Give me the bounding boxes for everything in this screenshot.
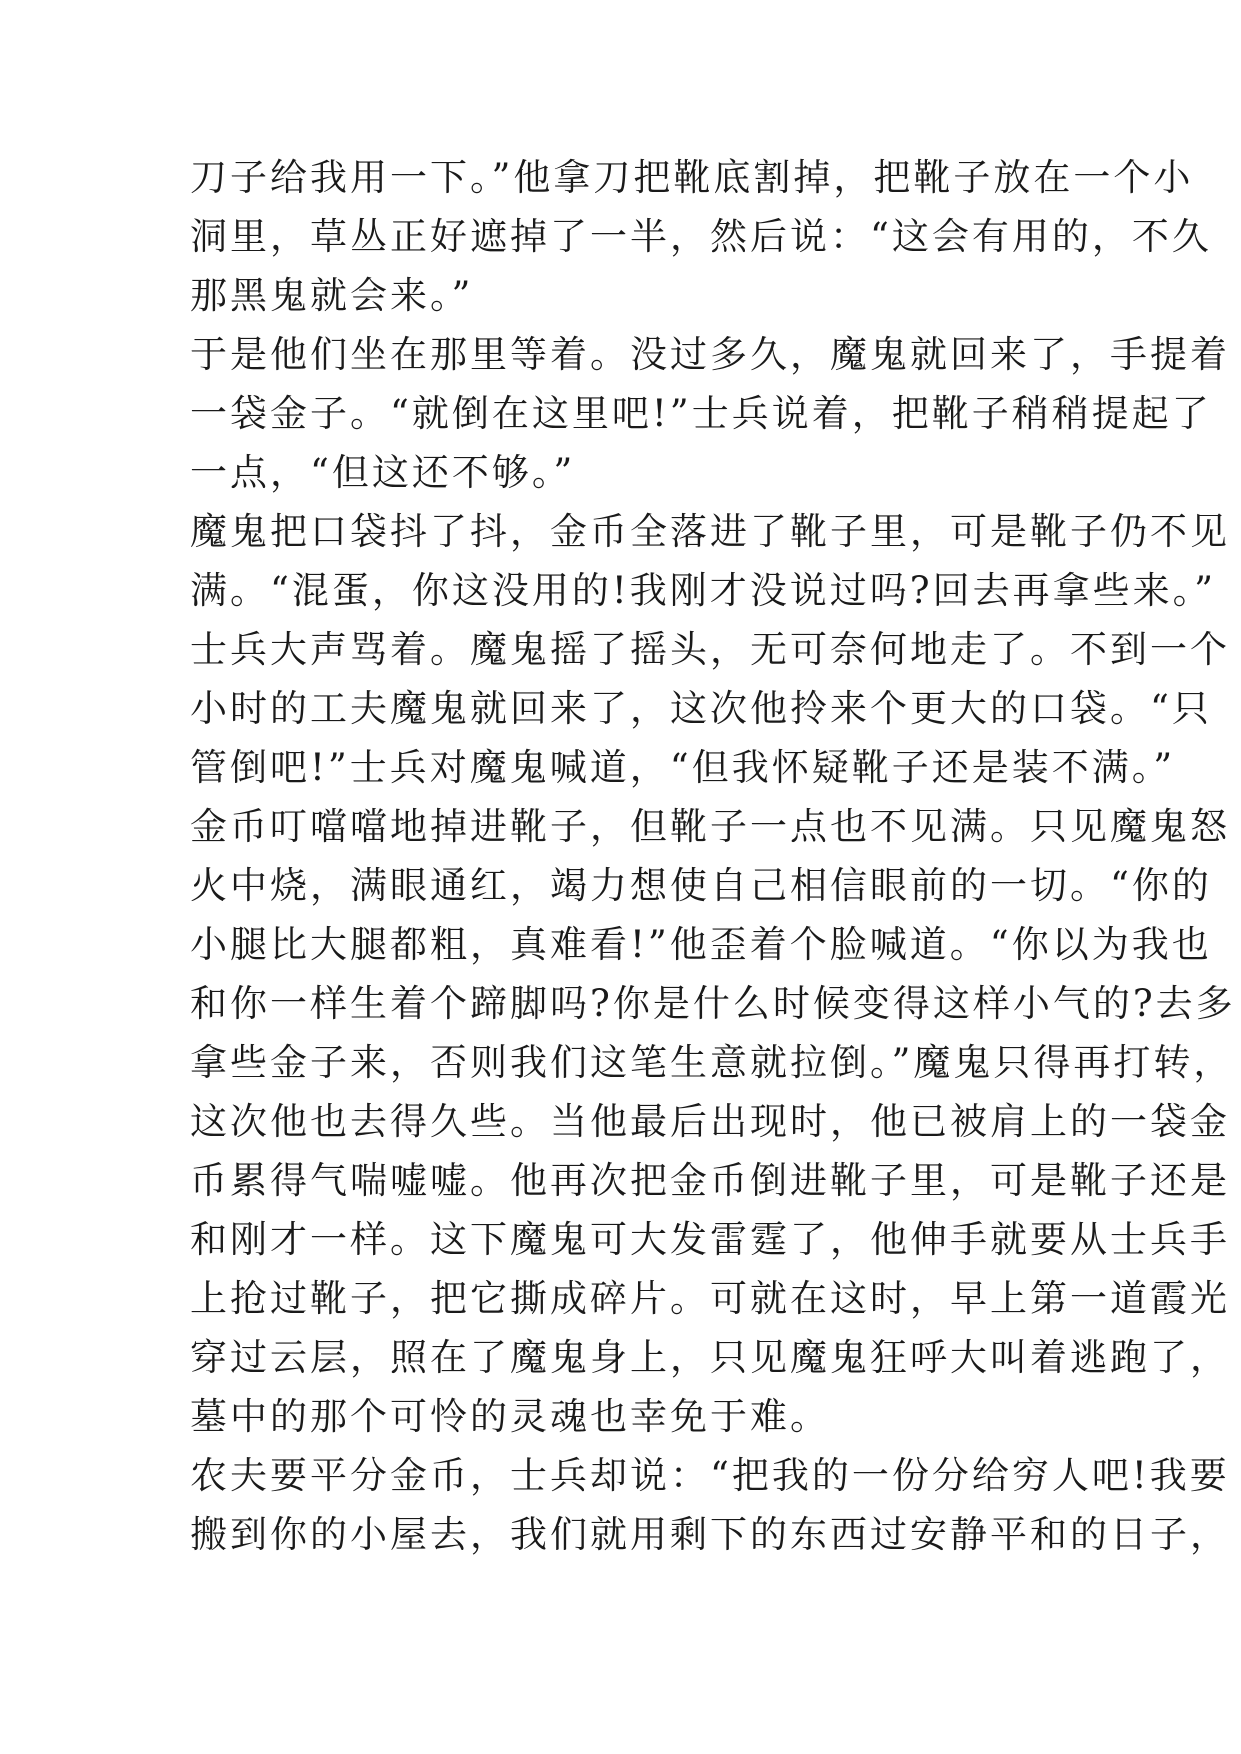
text-line: 上抢过靴子，把它撕成碎片。可就在这时，早上第一道霞光 (190, 1277, 1230, 1320)
text-line: 火中烧，满眼通红，竭力想使自己相信眼前的一切。“你的 (190, 864, 1212, 907)
text-line: 士兵大声骂着。魔鬼摇了摇头，无可奈何地走了。不到一个 (190, 628, 1230, 671)
paragraph (190, 325, 1230, 502)
text-line: 和刚才一样。这下魔鬼可大发雷霆了，他伸手就要从士兵手 (190, 1218, 1230, 1261)
text-line: 和你一样生着个蹄脚吗?你是什么时候变得这样小气的?去多 (190, 982, 1236, 1025)
paragraph (190, 502, 1236, 1446)
text-line: 一点，“但这还不够。” (190, 451, 576, 494)
paragraph (190, 1446, 1230, 1564)
text-line: 拿些金子来，否则我们这笔生意就拉倒。”魔鬼只得再打转， (190, 1041, 1234, 1084)
text-line: 刀子给我用一下。”他拿刀把靴底割掉，把靴子放在一个小 (190, 156, 1194, 199)
text-line: 墓中的那个可怜的灵魂也幸免于难。 (190, 1395, 830, 1438)
paragraph (190, 148, 1212, 325)
text-line: 小时的工夫魔鬼就回来了，这次他拎来个更大的口袋。“只 (190, 687, 1212, 730)
text-line: 小腿比大腿都粗，真难看!”他歪着个脸喊道。“你以为我也 (190, 923, 1212, 966)
text-line: 于是他们坐在那里等着。没过多久，魔鬼就回来了，手提着 (190, 333, 1230, 376)
text-line: 魔鬼把口袋抖了抖，金币全落进了靴子里，可是靴子仍不见 (190, 510, 1230, 553)
text-line: 穿过云层，照在了魔鬼身上，只见魔鬼狂呼大叫着逃跑了， (190, 1336, 1230, 1379)
body-text (190, 148, 1236, 1564)
text-line: 管倒吧!”士兵对魔鬼喊道，“但我怀疑靴子还是装不满。” (190, 746, 1176, 789)
text-line: 满。“混蛋，你这没用的!我刚才没说过吗?回去再拿些来。” (190, 569, 1217, 612)
text-line: 洞里，草丛正好遮掉了一半，然后说：“这会有用的，不久 (190, 215, 1212, 258)
text-line: 农夫要平分金币，士兵却说：“把我的一份分给穷人吧!我要 (190, 1454, 1230, 1497)
text-line: 这次他也去得久些。当他最后出现时，他已被肩上的一袋金 (190, 1100, 1230, 1143)
text-line: 一袋金子。“就倒在这里吧!”士兵说着，把靴子稍稍提起了 (190, 392, 1212, 435)
text-line: 金币叮噹噹地掉进靴子，但靴子一点也不见满。只见魔鬼怒 (190, 805, 1230, 848)
text-line: 币累得气喘嘘嘘。他再次把金币倒进靴子里，可是靴子还是 (190, 1159, 1230, 1202)
text-line: 那黑鬼就会来。” (190, 274, 474, 317)
text-line: 搬到你的小屋去，我们就用剩下的东西过安静平和的日子， (190, 1513, 1230, 1556)
